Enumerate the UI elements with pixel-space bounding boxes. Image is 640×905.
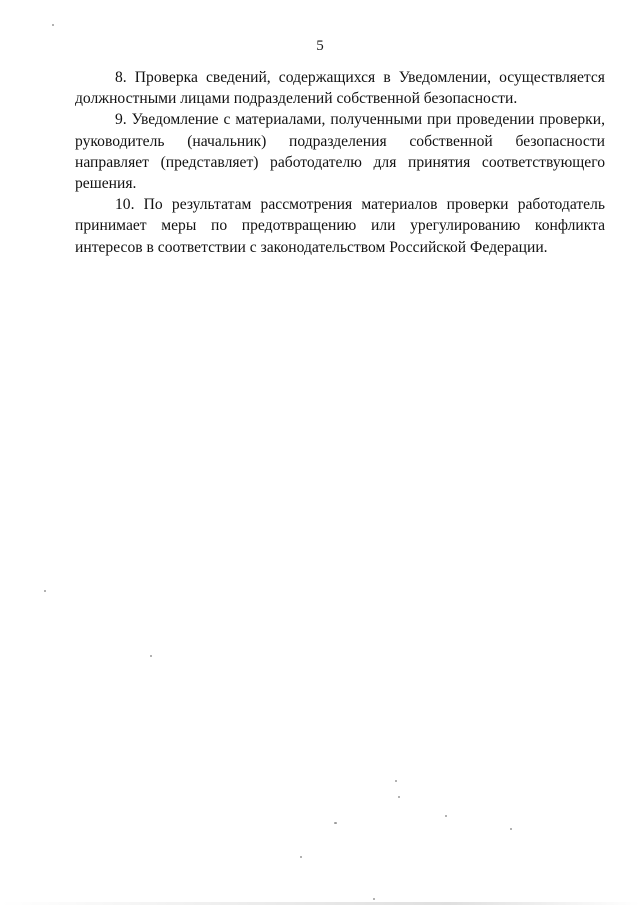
document-body [75, 67, 605, 258]
paragraph-9: 9. Уведомление с материалами, полученными при проведении проверки, руководитель (начальник) подразделения собственной безопасности направляет (представляет) работодателю для принятия соответствующего решения. [75, 111, 605, 193]
scan-speck [334, 822, 337, 824]
scan-speck [373, 898, 375, 900]
scan-speck [52, 24, 54, 26]
paragraph-8: 8. Проверка сведений, содержащихся в Уведомлении, осуществляется должностными лицами подразделений собственной безопасности. [75, 69, 605, 108]
scan-speck [445, 815, 447, 817]
scan-speck [398, 796, 400, 798]
scan-speck [150, 655, 152, 657]
page-number: 5 [316, 38, 324, 54]
scan-speck [395, 780, 397, 782]
scan-speck [44, 590, 46, 592]
paragraph-10: 10. По результатам рассмотрения материалов проверки работодатель принимает меры по предотвращению или урегулированию конфликта интересов в соответствии с законодательством Российской Федерации. [75, 196, 605, 256]
scan-speck [510, 828, 512, 830]
scan-speck [300, 856, 302, 858]
